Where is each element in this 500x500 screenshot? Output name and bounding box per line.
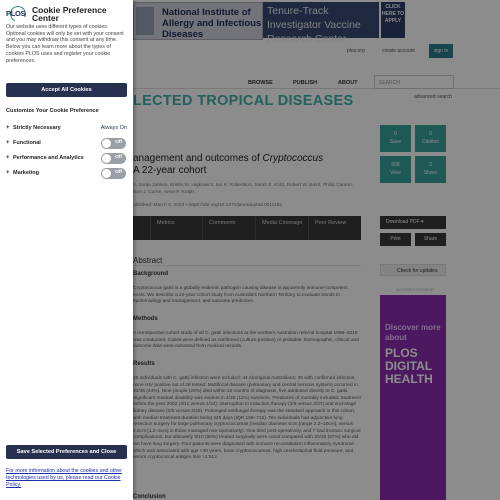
pref-label: Functional (13, 140, 41, 146)
metric-label: Save (389, 139, 402, 145)
toggle-state: Off (115, 155, 122, 160)
create-account-link[interactable]: create account (382, 48, 415, 54)
results-heading: Results (133, 361, 155, 367)
expand-plus-icon[interactable]: + (6, 125, 10, 131)
pref-label: Marketing (13, 170, 39, 176)
advanced-search-link[interactable]: advanced search (414, 94, 453, 100)
metric-value: 568 (391, 162, 400, 168)
journal-title: LECTED TROPICAL DISEASES (133, 93, 354, 109)
methods-heading: Methods (133, 316, 158, 322)
conclusion-heading: Conclusion (133, 494, 166, 500)
functional-toggle[interactable] (101, 138, 126, 149)
toggle-state: Off (115, 140, 122, 145)
title-text: anagement and outcomes of (133, 153, 263, 164)
author-list[interactable]: n, Sonja Janson, Kristin M. Hajkowicz, Ian K. Robertson, Sarah E. Kidd, Robert W. Baird, Philip Carson, Bart J. Currie, Anna P. Ralph (133, 183, 353, 195)
pref-strictly-necessary[interactable] (6, 123, 127, 135)
pref-functional[interactable] (6, 138, 127, 150)
download-pdf-button[interactable]: Download PDF ▾ (380, 216, 446, 229)
metric-label: Citation (422, 139, 439, 145)
tab-media-coverage[interactable]: Media Coverage (255, 216, 308, 240)
metric-value: 0 (429, 131, 432, 137)
ad-line-1: Discover more about (385, 323, 441, 342)
plos-logo-icon (6, 6, 28, 22)
cookie-preference-panel (0, 0, 133, 500)
methods-text: A retrospective cohort study of all C. gattii infections at the northern Australian referral hospital 1996–2018 was conducted. Cases were defined as confirmed (culture-positive) or probable. Demographic, clinical and outcome data were extracted from medical records. (133, 331, 359, 350)
metric-value: 3 (429, 162, 432, 168)
accept-all-cookies-button[interactable]: Accept All Cookies (6, 83, 127, 97)
search-input[interactable]: SEARCH (374, 75, 454, 89)
logo-wordmark: PLOS (6, 9, 26, 18)
toggle-knob (102, 139, 111, 148)
pref-performance-analytics[interactable] (6, 153, 127, 165)
cookie-intro-text: Our website uses different types of cookies. Optional cookies will only be set with your consent and you may withdraw this consent at any time. Below you can learn more about the types of cookies PLOS uses and register your cookie preferences. (6, 24, 124, 64)
nih-ad-text: National Institute of Allergy and Infectious Diseases (162, 7, 262, 40)
menu-publish[interactable]: PUBLISH (293, 80, 318, 86)
share-button[interactable]: Share (415, 233, 446, 246)
pref-marketing[interactable] (6, 168, 127, 180)
download-label: Download PDF (386, 219, 420, 225)
plos-org-link[interactable]: plos.org (347, 48, 365, 54)
performance-toggle[interactable] (101, 153, 126, 164)
toggle-knob (102, 154, 111, 163)
pref-label: Strictly Necessary (13, 125, 61, 131)
expand-plus-icon[interactable]: + (6, 140, 10, 146)
apply-button[interactable]: CLICK HERE TO APPLY (381, 2, 405, 38)
toggle-state: Off (115, 170, 122, 175)
expand-plus-icon[interactable]: + (6, 155, 10, 161)
tab-comments[interactable]: Comments (202, 216, 255, 240)
toggle-knob (102, 169, 111, 178)
background-heading: Background (133, 271, 169, 277)
menu-browse[interactable]: BROWSE (248, 80, 273, 86)
tenure-ad-text: Tenure-Track Investigator Vaccine Research Center (267, 5, 361, 45)
metric-label: View (390, 170, 401, 176)
expand-plus-icon[interactable]: + (6, 170, 10, 176)
cookie-panel-title: Cookie Preference Center (32, 5, 107, 23)
menu-about[interactable]: ABOUT (338, 80, 358, 86)
pref-label: Performance and Analytics (13, 155, 84, 161)
title-italic: Cryptococcus (262, 153, 324, 164)
advertisement-label: ADVERTISEMENT (396, 287, 436, 292)
tab-metrics[interactable]: Metrics (150, 216, 202, 240)
publication-info: ublished: March 6, 2023 • https://doi.org/10.1371/journal.pntd.0011182 (133, 203, 282, 208)
results-text: 45 individuals with C. gattii infection were included: 44 Aboriginal Australians; 35 with confirmed infection, none HIV positive out of 38 tested. Multifocal disease (pulmonary and central nervous system) occurred in 20/45 (44%). Nine people (20%) died within 12 months of diagnosis, five attributed directly to C. gattii. Significant residual disability was evident in 4/36 (11%) survivors. Predictors of mortality included: treatment before the year 2002 (4/11 versus 1/34); interruption to induction therapy (3/8 versus 3/37) and end-stage kidney disease (2/5 versus 3/40). Prolonged antifungal therapy was the standard approach in this cohort, with median treatment duration being 425 days (IQR 166–715). Ten individuals had adjunctive lung resection surgery for large pulmonary cryptococcomas (median diameter 6cm [range 2.2–10cm], versus 2.6cm [1.2–5cm] in those managed non-operatively). One died post-operatively, and 7 had thoracic surgical complications, but ultimately 9/10 (90%) treated surgically were cured compared with 20/25 (67%) who did not have lung surgery. Four patients were diagnosed with immune reconstitution inflammatory syndrome which was associated with age <40 years, brain cryptococcomas, high cerebrospinal fluid pressure, and serum cryptococcal antigen titre >1:512. (133, 376, 361, 461)
metric-label: Share (423, 170, 438, 176)
customize-heading: Customize Your Cookie Preference (6, 108, 99, 114)
title-text-2: A 22-year cohort (133, 165, 207, 176)
marketing-toggle[interactable] (101, 168, 126, 179)
cookie-policy-link[interactable]: For more information about the cookies and other technologies used by us, please read our Cookie Policy. (6, 468, 123, 488)
background-text: Cryptococcus gattii is a globally endemic pathogen causing disease in apparently immune-competent hosts. We describe a 22-year cohort study from Australia's Northern Territory to evaluate trends in epidemiology and management, and outcome predictors. (133, 286, 348, 305)
ad-line-2: PLOS DIGITAL HEALTH (385, 346, 433, 386)
check-updates-label: Check for updates (397, 268, 438, 274)
metric-value: 0 (394, 131, 397, 137)
always-on-status: Always On (100, 125, 127, 131)
save-preferences-button[interactable]: Save Selected Preferences and Close (6, 445, 127, 459)
sign-in-button[interactable]: sign in (429, 44, 453, 58)
tab-peer-review[interactable]: Peer Review (308, 216, 361, 240)
print-button[interactable]: Print (380, 233, 411, 246)
abstract-heading: Abstract (133, 256, 163, 265)
